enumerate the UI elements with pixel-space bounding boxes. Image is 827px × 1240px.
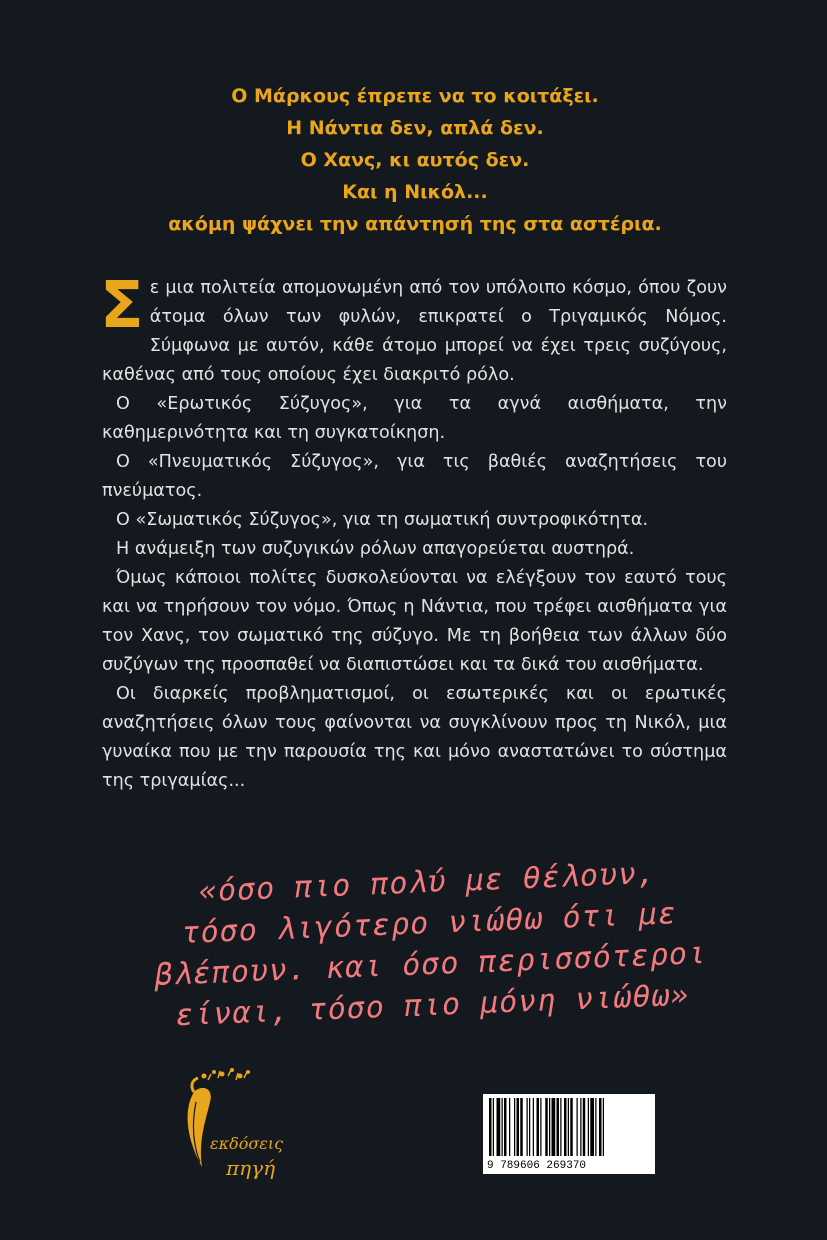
barcode-bar xyxy=(568,1098,569,1156)
barcode-bar xyxy=(509,1098,510,1156)
blurb-paragraph: Ο «Ερωτικός Σύζυγος», για τα αγνά αισθήματα, την καθημερινότητα και τη συγκατοίκηση. xyxy=(102,394,727,443)
publisher-name-line2: πηγή xyxy=(226,1156,276,1180)
blurb-first-text: ε μια πολιτεία απομονωμένη από τον υπόλοιπο κόσμο, όπου ζουν άτομα όλων των φυλών, επικρατεί ο Τριγαμικός Νόμος. Σύμφωνα με αυτόν, κάθε άτομο μπορεί να έχει τρεις συζύγους, καθένας από τους οποίους έχει διακριτό ρόλο. xyxy=(102,278,727,385)
barcode-bar xyxy=(504,1098,507,1156)
blurb-paragraph: Οι διαρκείς προβληματισμοί, οι εσωτερικές και οι ερωτικές αναζητήσεις όλων τους φαίνονται να συγκλίνουν προς τη Νικόλ, μια γυναίκα που με την παρουσία της και μόνο αναστατώνει το σύστημα της τριγαμίας... xyxy=(102,684,727,791)
barcode-bar xyxy=(529,1098,530,1156)
tagline-line: ακόμη ψάχνει την απάντησή της στα αστέρια. xyxy=(168,213,662,235)
barcode-bar xyxy=(527,1098,528,1156)
barcode-bar xyxy=(493,1098,494,1156)
blurb-paragraph: Ο «Σωματικός Σύζυγος», για τη σωματική συντροφικότητα. xyxy=(116,510,649,530)
isbn-barcode xyxy=(483,1094,655,1174)
quote-line: βλέπουν. και όσο περισσότεροι xyxy=(153,935,708,994)
blurb-paragraph xyxy=(100,269,727,390)
blurb-paragraph: Όμως κάποιοι πολίτες δυσκολεύονται να ελέγξουν τον εαυτό τους και να τηρήσουν τον νόμο. Όπως η Νάντια, που τρέφει αισθήματα για τον Χανς, τον σωματικό της σύζυγο. Με τη βοήθεια των άλλων δύο συζύγων της προσπαθεί να διαπιστώσει και τα δικά του αισθήματα. xyxy=(102,568,727,675)
barcode-bar xyxy=(552,1098,556,1156)
quote-line: είναι, τόσο πιο μόνη νιώθω» xyxy=(174,977,691,1034)
barcode-bar xyxy=(497,1098,501,1156)
barcode-bar xyxy=(502,1098,503,1156)
publisher-logo xyxy=(168,1062,348,1180)
barcode-bar xyxy=(540,1098,541,1156)
tagline-line: Ο Χανς, κι αυτός δεν. xyxy=(300,149,530,171)
barcode-bar xyxy=(533,1098,534,1156)
quote-line: «όσο πιο πολύ με θέλουν, xyxy=(198,855,657,910)
drop-cap: Σ xyxy=(100,269,144,343)
blurb-paragraph: Η ανάμειξη των συζυγικών ρόλων απαγορεύεται αυστηρά. xyxy=(116,539,635,559)
barcode-bar xyxy=(603,1098,604,1156)
barcode-bar xyxy=(590,1098,594,1156)
barcode-bar xyxy=(557,1098,560,1156)
tagline-line: Ο Μάρκους έπρεπε να το κοιτάξει. xyxy=(231,85,599,107)
isbn-number: 9 789606 269370 xyxy=(487,1160,587,1172)
handwritten-quote xyxy=(147,851,713,1037)
barcode-bar xyxy=(517,1098,520,1156)
barcode-bar xyxy=(570,1098,573,1156)
publisher-name-line1: εκδόσεις xyxy=(210,1134,284,1153)
barcode-bar xyxy=(514,1098,515,1156)
barcode-bar xyxy=(595,1098,596,1156)
barcode-bar xyxy=(577,1098,578,1156)
barcode-bar xyxy=(583,1098,586,1156)
barcode-bars xyxy=(487,1098,651,1156)
barcode-bar xyxy=(549,1098,550,1156)
barcode-bar xyxy=(545,1098,548,1156)
blurb-paragraph: Ο «Πνευματικός Σύζυγος», για τις βαθιές αναζητήσεις του πνεύματος. xyxy=(102,452,727,501)
barcode-bar xyxy=(537,1098,540,1156)
barcode-bar xyxy=(489,1098,492,1156)
barcode-bar xyxy=(599,1098,602,1156)
barcode-bar xyxy=(520,1098,523,1156)
blurb-text xyxy=(100,269,727,796)
barcode-bar xyxy=(588,1098,589,1156)
tagline xyxy=(100,80,730,240)
barcode-bar xyxy=(580,1098,581,1156)
quote-line: τόσο λιγότερο νιώθω ότι με xyxy=(180,896,678,951)
tagline-line: Και η Νικόλ... xyxy=(342,181,488,203)
tagline-line: Η Νάντια δεν, απλά δεν. xyxy=(286,117,544,139)
barcode-bar xyxy=(560,1098,561,1156)
barcode-bar xyxy=(564,1098,567,1156)
